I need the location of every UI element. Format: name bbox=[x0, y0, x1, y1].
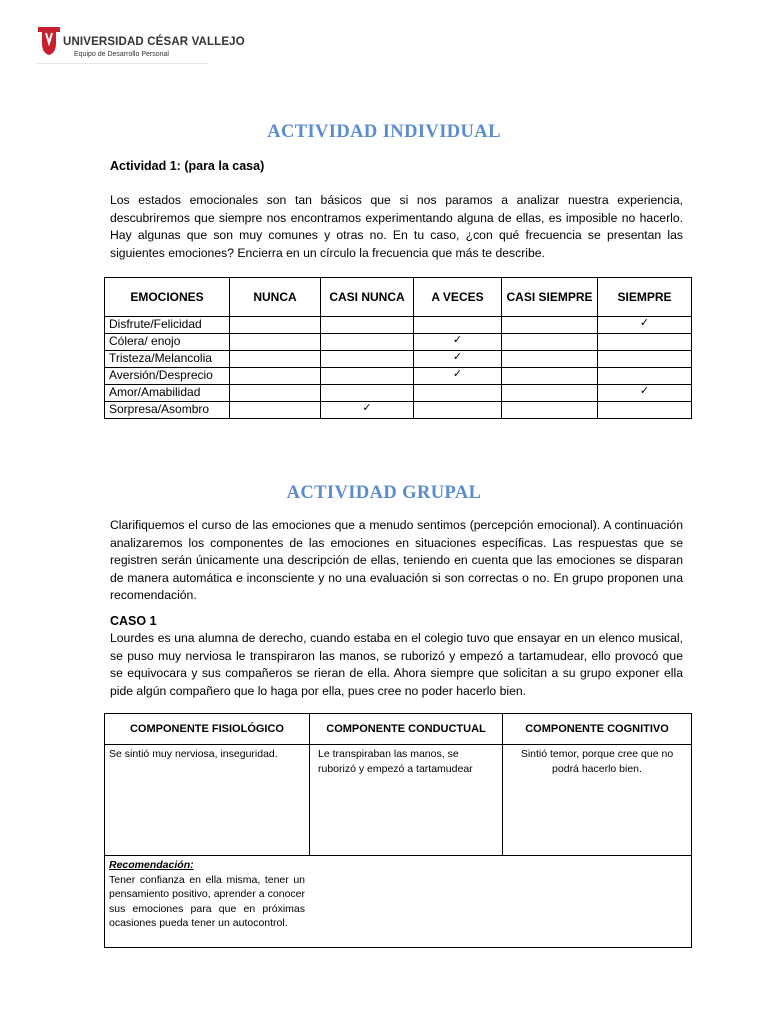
check-cell bbox=[230, 317, 321, 334]
emotion-cell: Aversión/Desprecio bbox=[105, 368, 230, 385]
check-cell bbox=[230, 334, 321, 351]
check-cell bbox=[502, 317, 598, 334]
check-cell bbox=[230, 385, 321, 402]
individual-instructions: Los estados emocionales son tan básicos que si nos paramos a analizar nuestra experiencia, descubriremos que siempre nos encontramos experimentando alguna de ellas, es imposible no hacerlo. Hay algunas que son muy comunes y otras no. En tu caso, ¿con qué frecuencia se presentan las siguientes emociones? Encierra en un círculo la frecuencia que más te describe. bbox=[110, 193, 683, 260]
check-cell bbox=[598, 351, 692, 368]
recommendation-label: Recomendación: bbox=[109, 859, 194, 871]
check-cell bbox=[502, 385, 598, 402]
table-header-row bbox=[105, 714, 692, 745]
table-row bbox=[105, 385, 692, 402]
check-cell bbox=[414, 402, 502, 419]
check-cell bbox=[230, 368, 321, 385]
table-row bbox=[105, 745, 692, 856]
cognitive-answer: Sintió temor, porque cree que no podrá hacerlo bien. bbox=[503, 745, 692, 856]
header-siempre: SIEMPRE bbox=[598, 278, 692, 317]
check-cell bbox=[321, 334, 414, 351]
case-description: Lourdes es una alumna de derecho, cuando estaba en el colegio tuvo que ensayar en un elenco musical, se puso muy nerviosa le transpiraron las manos, se ruborizó y empezó a tartamudear, ello provocó que se equivocara y sus compañeros se rieran de ella. Ahora siempre que solicitan a su grupo exponer ella pide algún compañero que lo haga por ella, pues cree no poder hacerlo bien. bbox=[110, 631, 683, 698]
emotion-cell: Amor/Amabilidad bbox=[105, 385, 230, 402]
check-cell: ✓ bbox=[598, 317, 692, 334]
check-cell bbox=[598, 334, 692, 351]
table-row bbox=[105, 351, 692, 368]
header-divider bbox=[36, 63, 208, 64]
check-cell bbox=[502, 368, 598, 385]
case-title: CASO 1 bbox=[110, 614, 157, 628]
header-casi-nunca: CASI NUNCA bbox=[321, 278, 414, 317]
check-cell: ✓ bbox=[414, 351, 502, 368]
table-row bbox=[105, 317, 692, 334]
check-cell bbox=[414, 317, 502, 334]
individual-activity-title: ACTIVIDAD INDIVIDUAL bbox=[267, 122, 501, 142]
check-cell bbox=[502, 351, 598, 368]
recommendation-text: Tener confianza en ella misma, tener un pensamiento positivo, aprender a conocer sus emociones para que en próximas ocasiones pueda tener un autocontrol. bbox=[109, 873, 305, 929]
university-header bbox=[36, 24, 245, 64]
check-cell bbox=[598, 402, 692, 419]
table-row bbox=[105, 402, 692, 419]
header-fisiologico: COMPONENTE FISIOLÓGICO bbox=[105, 714, 310, 745]
university-name: UNIVERSIDAD CÉSAR VALLEJO bbox=[63, 36, 245, 48]
physiological-answer: Se sintió muy nerviosa, inseguridad. bbox=[105, 745, 310, 856]
check-cell bbox=[414, 385, 502, 402]
group-activity-title: ACTIVIDAD GRUPAL bbox=[286, 483, 482, 503]
activity-subtitle: Actividad 1: (para la casa) bbox=[110, 159, 265, 173]
check-cell: ✓ bbox=[321, 402, 414, 419]
header-emociones: EMOCIONES bbox=[105, 278, 230, 317]
check-cell bbox=[321, 368, 414, 385]
check-cell: ✓ bbox=[598, 385, 692, 402]
check-cell: ✓ bbox=[414, 368, 502, 385]
emotions-frequency-table bbox=[104, 277, 692, 419]
table-row bbox=[105, 334, 692, 351]
emotion-components-table bbox=[104, 713, 692, 948]
recommendation-row bbox=[105, 856, 692, 948]
emotion-cell: Tristeza/Melancolia bbox=[105, 351, 230, 368]
check-cell bbox=[321, 317, 414, 334]
check-cell: ✓ bbox=[414, 334, 502, 351]
check-cell bbox=[502, 402, 598, 419]
emotion-cell: Disfrute/Felicidad bbox=[105, 317, 230, 334]
check-cell bbox=[321, 351, 414, 368]
department-name: Equipo de Desarrollo Personal bbox=[74, 51, 169, 58]
table-row bbox=[105, 368, 692, 385]
recommendation-cell bbox=[105, 856, 692, 948]
table-header-row bbox=[105, 278, 692, 317]
behavioral-answer: Le transpiraban las manos, se ruborizó y empezó a tartamudear bbox=[310, 745, 503, 856]
emotion-cell: Sorpresa/Asombro bbox=[105, 402, 230, 419]
check-cell bbox=[230, 351, 321, 368]
university-logo-icon bbox=[38, 27, 60, 55]
group-instructions: Clarifiquemos el curso de las emociones que a menudo sentimos (percepción emocional). A continuación analizaremos los componentes de las emociones en situaciones específicas. Las respuestas que se registren serán únicamente una descripción de ellas, teniendo en cuenta que las emociones se disparan de manera automática e inconsciente y no una evaluación si son correctas o no. En grupo proponen una recomendación. bbox=[110, 518, 683, 602]
check-cell bbox=[502, 334, 598, 351]
header-nunca: NUNCA bbox=[230, 278, 321, 317]
header-casi-siempre: CASI SIEMPRE bbox=[502, 278, 598, 317]
check-cell bbox=[321, 385, 414, 402]
header-cognitivo: COMPONENTE COGNITIVO bbox=[503, 714, 692, 745]
check-cell bbox=[230, 402, 321, 419]
check-cell bbox=[598, 368, 692, 385]
header-a-veces: A VECES bbox=[414, 278, 502, 317]
emotion-cell: Cólera/ enojo bbox=[105, 334, 230, 351]
header-conductual: COMPONENTE CONDUCTUAL bbox=[310, 714, 503, 745]
